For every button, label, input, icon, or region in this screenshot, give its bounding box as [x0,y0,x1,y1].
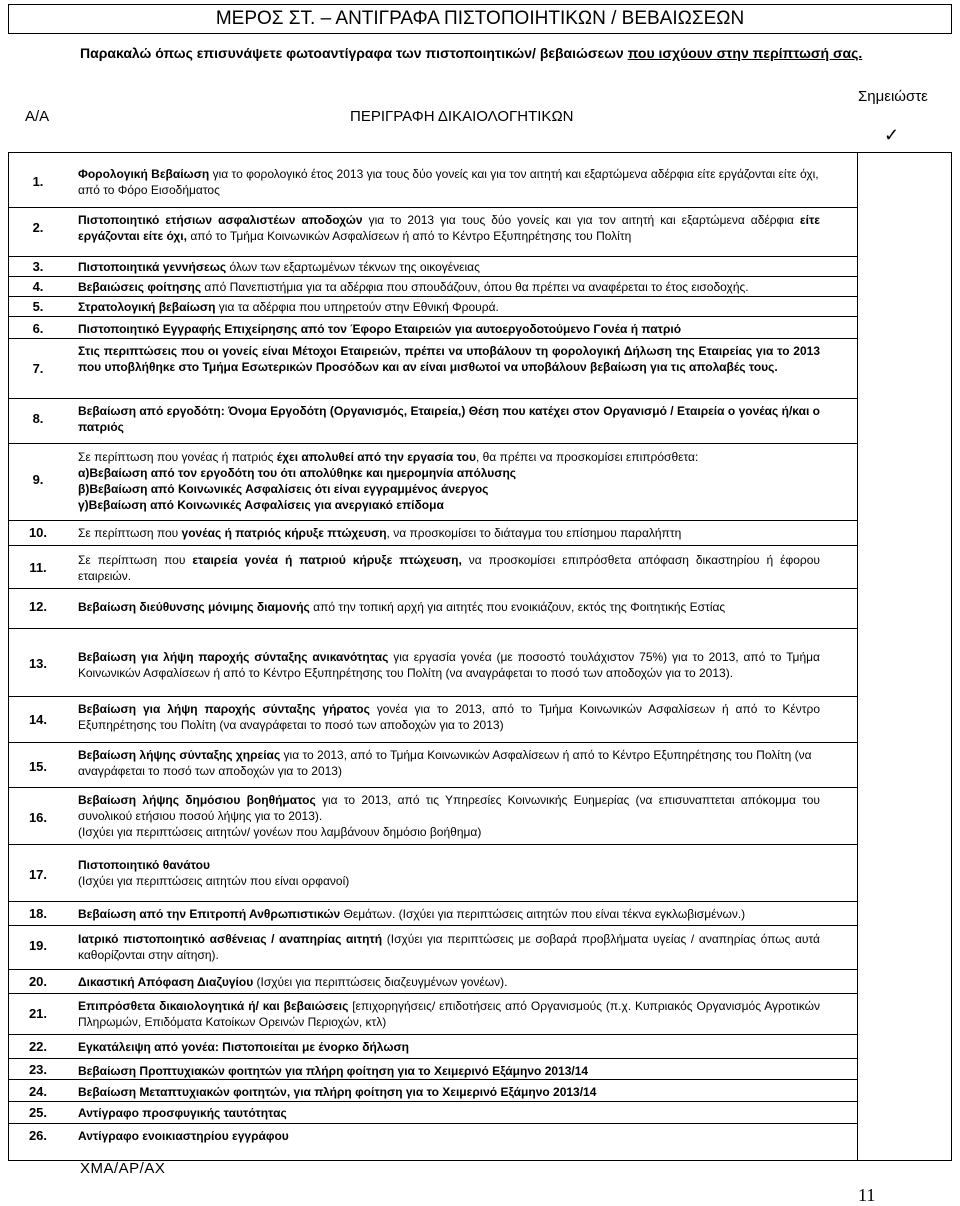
row-number: 14. [28,712,48,727]
table-row [8,1034,858,1058]
bold-text: Βεβαίωση Μεταπτυχιακών φοιτητών, για πλήρη φοίτηση για το Χειμερινό Εξάμηνο 2013/14 [78,1085,597,1099]
row-description [78,857,820,889]
description-line: γ)Βεβαίωση από Κοινωνικές Ασφαλίσεις για ανεργιακό επίδομα [78,498,444,512]
bold-text: Βεβαίωση για λήψη παροχής σύνταξης ανικανότητας [78,650,389,664]
row-number: 4. [32,279,44,294]
row-description [78,343,820,375]
row-number: 25. [28,1105,48,1120]
plain-text: να προσκομίσει επιπρόσθετα απόφαση δικαστηρίου ή έφορου εταιρειών. [78,553,820,583]
table-row [8,588,858,628]
plain-text: Σε περίπτωση που [78,526,182,540]
row-number: 20. [28,974,48,989]
table-row [8,256,858,276]
bold-text: Βεβαίωση από εργοδότη: Όνομα Εργοδότη (Οργανισμός, Εταιρεία,) Θέση που κατέχει στον Οργανισμό / Εταιρεία ο γονέας ή/και ο πατριός [78,404,820,434]
bold-text: Πιστοποιητικό ετήσιων ασφαλιστέων αποδοχών [78,213,363,227]
table-row [8,901,858,925]
table-row [8,1123,858,1147]
row-description [78,1039,820,1055]
row-number: 12. [28,599,48,614]
row-number: 13. [28,656,48,671]
plain-text: , να προσκομίσει το διάταγμα του επίσημου παραλήπτη [386,526,682,540]
row-description [78,321,820,337]
bold-text: Βεβαίωση για λήψη παροχής σύνταξης γήρατος [78,702,370,716]
table-row [8,207,858,256]
row-description [78,403,820,435]
row-number: 2. [32,220,44,235]
instructions-underlined: που ισχύουν στην περίπτωσή σας. [627,45,863,61]
row-number: 9. [32,472,44,487]
description-line: α)Βεβαίωση από τον εργοδότη του ότι απολύθηκε και ημερομηνία απόλυσης [78,466,517,480]
plain-text: γονέα για το 2013, από το Τμήμα Κοινωνικών Ασφαλίσεων ή από το Κέντρο Εξυπηρέτησης του Πολίτη (να αναγράφεται το ποσό των αποδοχών για το 2013) [78,702,820,732]
header-aa: Α/Α [25,108,50,125]
plain-text: για το 2013, από το Τμήμα Κοινωνικών Ασφαλίσεων ή από το Κέντρο Εξυπηρέτησης του Πολίτη (να αναγράφεται το ποσό των αποδοχών για το 2013) [78,748,812,778]
row-description [78,212,820,244]
plain-text: όλων των εξαρτωμένων τέκνων της οικογένειας [226,260,480,274]
row-description [78,792,820,840]
table-row [8,1079,858,1101]
row-number: 5. [32,299,44,314]
row-description [78,299,820,315]
plain-text: για το 2013 για τους δύο γονείς και για τον αιτητή και εξαρτώμενα αδέρφια [362,213,800,227]
row-description [78,552,820,584]
plain-text: για το φορολογικό έτος 2013 για τους δύο γονείς και για τον αιτητή και εξαρτώμενα αδέρφια είτε εργάζονται είτε όχι, από το Φόρο Εισοδήματος [78,167,819,197]
plain-text: (Ισχύει για περιπτώσεις διαζευγμένων γονέων). [253,975,508,989]
bold-text: Αντίγραφο προσφυγικής ταυτότητας [78,1106,287,1120]
row-description [78,1105,820,1121]
plain-text: από το Τμήμα Κοινωνικών Ασφαλίσεων ή από το Κέντρο Εξυπηρέτησης του Πολίτη [186,229,632,243]
row-description [78,906,820,922]
page-number: 11 [858,1185,876,1205]
instructions [80,45,862,61]
section-title: ΜΕΡΟΣ ΣΤ. – ΑΝΤΙΓΡΑΦΑ ΠΙΣΤΟΠΟΙΗΤΙΚΩΝ / ΒΕΒΑΙΩΣΕΩΝ [8,4,952,34]
row-number: 6. [32,321,44,336]
table-row [8,925,858,969]
bold-text: εταιρεία γονέα ή πατριού κήρυξε πτώχευση, [192,553,462,567]
bold-text: Πιστοποιητικό Εγγραφής Επιχείρησης από τον Έφορο Εταιρειών για αυτοεργοδοτούμενο Γονέα ή πατριό [78,322,682,336]
bold-text: Αντίγραφο ενοικιαστηρίου εγγράφου [78,1129,289,1143]
plain-text: Σε περίπτωση που [78,553,193,567]
row-description [78,931,820,963]
table-row [8,276,858,296]
plain-text: από την τοπική αρχή για αιτητές που ενοικιάζουν, εκτός της Φοιτητικής Εστίας [309,600,726,614]
description-line: β)Βεβαίωση από Κοινωνικές Ασφαλίσεις ότι είναι εγγραμμένος άνεργος [78,482,489,496]
plain-text: [επιχορηγήσεις/ επιδοτήσεις από Οργανισμούς (π.χ. Κυπριακός Οργανισμός Αγροτικών Πληρωμών, Επιδόματα Κατοίκων Ορεινών Περιοχών, κτλ) [78,999,820,1029]
bold-text: γονέας ή πατριός κήρυξε πτώχευση [181,526,387,540]
table-row [8,1058,858,1079]
description-line: (Ισχύει για περιπτώσεις αιτητών/ γονέων που λαμβάνουν δημόσιο βοήθημα) [78,825,482,839]
bold-text: Βεβαίωση λήψης σύνταξης χηρείας [78,748,281,762]
row-description [78,525,820,541]
table-row [8,152,858,207]
row-number: 23. [28,1062,48,1077]
row-number: 17. [28,867,48,882]
row-number: 8. [32,411,44,426]
table-row [8,993,858,1034]
table-row [8,316,858,338]
table-row [8,1101,858,1123]
bold-text: Δικαστική Απόφαση Διαζυγίου [78,975,254,989]
row-description [78,1128,820,1144]
bold-text: Εγκατάλειψη από γονέα: Πιστοποιείται με ένορκο δήλωση [78,1040,410,1054]
row-description [78,1063,820,1079]
table-row [8,787,858,844]
plain-text: Θεμάτων. (Ισχύει για περιπτώσεις αιτητών που είναι τέκνα εγκλωβισμένων.) [340,907,746,921]
row-description [78,747,820,779]
bold-text: είτε εργάζονται είτε όχι, [78,213,821,243]
bold-text: Πιστοποιητικά γεννήσεως [78,260,227,274]
bold-text: Ιατρικό πιστοποιητικό ασθένειας / αναπηρίας αιτητή [78,932,383,946]
bold-text: Βεβαιώσεις φοίτησης [78,280,202,294]
table-row [8,628,858,696]
row-description [78,649,820,681]
table-row [8,398,858,443]
bold-text: έχει απολυθεί από την εργασία του [276,450,476,464]
bold-text: Βεβαίωση Προπτυχιακών φοιτητών για πλήρη φοίτηση για το Χειμερινό Εξάμηνο 2013/14 [78,1064,589,1078]
row-number: 22. [28,1039,48,1054]
row-number: 3. [32,259,44,274]
row-description [78,1084,820,1100]
description-line: (Ισχύει για περιπτώσεις αιτητών που είναι ορφανοί) [78,874,350,888]
row-description [78,998,820,1030]
table-row [8,296,858,316]
note-column [857,152,952,1161]
footer-code: ΧΜΑ/ΑΡ/ΑΧ [80,1160,166,1177]
row-description [78,166,820,198]
row-number: 7. [32,361,44,376]
row-description [78,599,820,615]
row-description [78,449,820,513]
plain-text: (Ισχύει για περιπτώσεις με σοβαρά προβλήματα υγείας / αναπηρίας όπως αυτά καθορίζονται στην αίτηση). [78,932,820,962]
bold-text: Βεβαίωση διεύθυνσης μόνιμης διαμονής [78,600,310,614]
table-row [8,844,858,901]
row-description [78,974,820,990]
row-number: 11. [29,560,47,575]
checkmark-icon: ✓ [884,125,900,145]
bold-text: Φορολογική Βεβαίωση [78,167,210,181]
table-row [8,520,858,545]
row-description [78,701,820,733]
header-note: Σημειώστε [858,88,928,105]
table-row [8,443,858,520]
plain-text: για το 2013, από τις Υπηρεσίες Κοινωνικής Ευημερίας (να επισυναπτεται απόκομμα του συνολικού ετήσιου ποσού λήψης για το 2013). [78,793,820,823]
row-number: 15. [28,759,48,774]
bold-text: Στις περιπτώσεις που οι γονείς είναι Μέτοχοι Εταιρειών, πρέπει να υποβάλουν τη φορολογική Δήλωση της Εταιρείας για το 2013 που υποβλήθηκε στο Τμήμα Εσωτερικών Προσόδων και αν είναι μισθωτοί να υποβάλουν βεβαίωση για τις απολαβές τους. [78,344,820,374]
bold-text: Βεβαίωση από την Επιτροπή Ανθρωπιστικών [78,907,341,921]
bold-text: Επιπρόσθετα δικαιολογητικά ή/ και βεβαιώσεις [78,999,349,1013]
row-number: 19. [28,938,48,953]
row-number: 16. [28,810,48,825]
row-number: 18. [28,906,48,921]
row-number: 1. [32,174,44,189]
plain-text: από Πανεπιστήμια για τα αδέρφια που σπουδάζουν, όπου θα πρέπει να αναφέρεται το έτος εισοδοχής. [201,280,749,294]
table-row [8,696,858,742]
plain-text: για τα αδέρφια που υπηρετούν στην Εθνική Φρουρά. [215,300,499,314]
bold-text: Πιστοποιητικό θανάτου [78,858,210,872]
instructions-text: Παρακαλώ όπως επισυνάψετε φωτοαντίγραφα των πιστοποιητικών/ βεβαιώσεων [80,45,628,61]
row-number: 26. [28,1128,48,1143]
plain-text: , θα πρέπει να προσκομίσει επιπρόσθετα: [475,450,699,464]
plain-text: Σε περίπτωση που γονέας ή πατριός [78,450,277,464]
row-number: 24. [28,1084,48,1099]
row-description [78,279,820,295]
header-description: ΠΕΡΙΓΡΑΦΗ ΔΙΚΑΙΟΛΟΓΗΤΙΚΩΝ [350,108,574,125]
row-number: 21. [28,1006,48,1021]
row-description [78,259,820,275]
bold-text: Στρατολογική βεβαίωση [78,300,216,314]
table-row [8,969,858,993]
row-number: 10. [28,525,48,540]
bold-text: Βεβαίωση λήψης δημόσιου βοηθήματος [78,793,316,807]
table-row [8,338,858,398]
table-row [8,545,858,588]
plain-text: για εργασία γονέα (με ποσοστό τουλάχιστον 75%) για το 2013, από το Τμήμα Κοινωνικών Ασφαλίσεων ή από το Κέντρο Εξυπηρέτησης του Πολίτη (να αναγράφεται το ποσό των αποδοχών για το 2013). [78,650,820,680]
table-row [8,742,858,787]
